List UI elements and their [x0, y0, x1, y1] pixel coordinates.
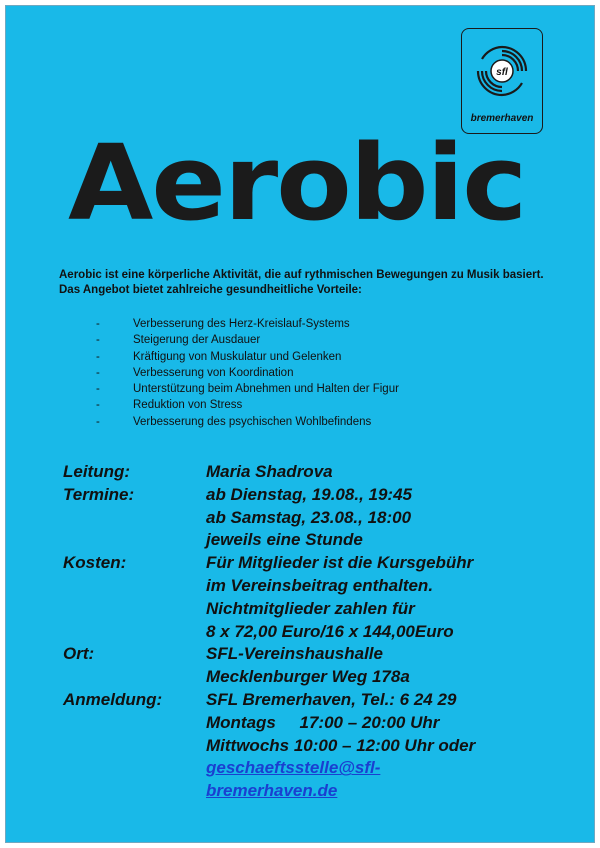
email-link-line-1[interactable]: geschaeftsstelle@sfl- [206, 758, 381, 778]
bullet-dash: - [96, 399, 100, 412]
bullet-dash: - [96, 415, 100, 428]
termine-label: Termine: [63, 484, 135, 504]
list-item: - Verbesserung des Herz-Kreislauf-Systems [96, 316, 399, 332]
termine-value-1: ab Dienstag, 19.08., 19:45 [206, 484, 412, 504]
anmeldung-value-1: SFL Bremerhaven, Tel.: 6 24 29 [206, 689, 457, 709]
list-item: - Verbesserung des psychischen Wohlbefindens [96, 414, 399, 430]
bullet-dash: - [96, 383, 100, 396]
anmeldung-value-2: Montags 17:00 – 20:00 Uhr [206, 712, 440, 732]
info-row-kosten [63, 552, 475, 643]
list-item: - Steigerung der Ausdauer [96, 332, 399, 348]
info-row-termine [63, 484, 475, 552]
list-item: - Unterstützung beim Abnehmen und Halten der Figur [96, 381, 399, 397]
page-title: Aerobic [68, 122, 526, 244]
ort-label: Ort: [63, 644, 95, 664]
info-row-ort [63, 643, 475, 689]
termine-value-2: ab Samstag, 23.08., 18:00 [206, 507, 412, 527]
list-item: - Verbesserung von Koordination [96, 365, 399, 381]
logo-caption: bremerhaven [470, 113, 534, 124]
kosten-value-4: 8 x 72,00 Euro/16 x 144,00Euro [206, 621, 454, 641]
flyer-page [5, 5, 595, 843]
termine-value-3: jeweils eine Stunde [206, 530, 363, 550]
anmeldung-label: Anmeldung: [63, 689, 163, 709]
leitung-value: Maria Shadrova [206, 462, 333, 481]
intro-text: Aerobic ist eine körperliche Aktivität, die auf rythmischen Bewegungen zu Musik basiert. Das Angebot bietet zahlreiche gesundheitliche Vorteile: [59, 269, 544, 296]
kosten-value-3: Nichtmitglieder zahlen für [206, 598, 415, 618]
list-item: - Kräftigung von Muskulatur und Gelenken [96, 349, 399, 365]
sfl-logo [461, 28, 543, 134]
ort-value-2: Mecklenburger Weg 178a [206, 667, 410, 687]
bullet-dash: - [96, 334, 100, 347]
course-info [63, 461, 475, 803]
kosten-value-2: im Vereinsbeitrag enthalten. [206, 575, 434, 595]
logo-mark-text: sfl [496, 67, 508, 78]
anmeldung-value-3: Mittwochs 10:00 – 12:00 Uhr oder [206, 735, 476, 755]
info-row-anmeldung [63, 689, 475, 803]
benefits-list [96, 316, 399, 430]
bullet-dash: - [96, 366, 100, 379]
email-link-line-2[interactable]: bremerhaven.de [206, 781, 338, 801]
list-item: - Reduktion von Stress [96, 397, 399, 413]
info-row-leitung [63, 461, 475, 484]
kosten-label: Kosten: [63, 553, 127, 573]
kosten-value-1: Für Mitglieder ist die Kursgebühr [206, 553, 474, 573]
sfl-swirl-icon [473, 37, 531, 111]
bullet-dash: - [96, 350, 100, 363]
leitung-label: Leitung: [63, 462, 131, 481]
bullet-dash: - [96, 318, 100, 330]
ort-value-1: SFL-Vereinshaushalle [206, 644, 383, 664]
